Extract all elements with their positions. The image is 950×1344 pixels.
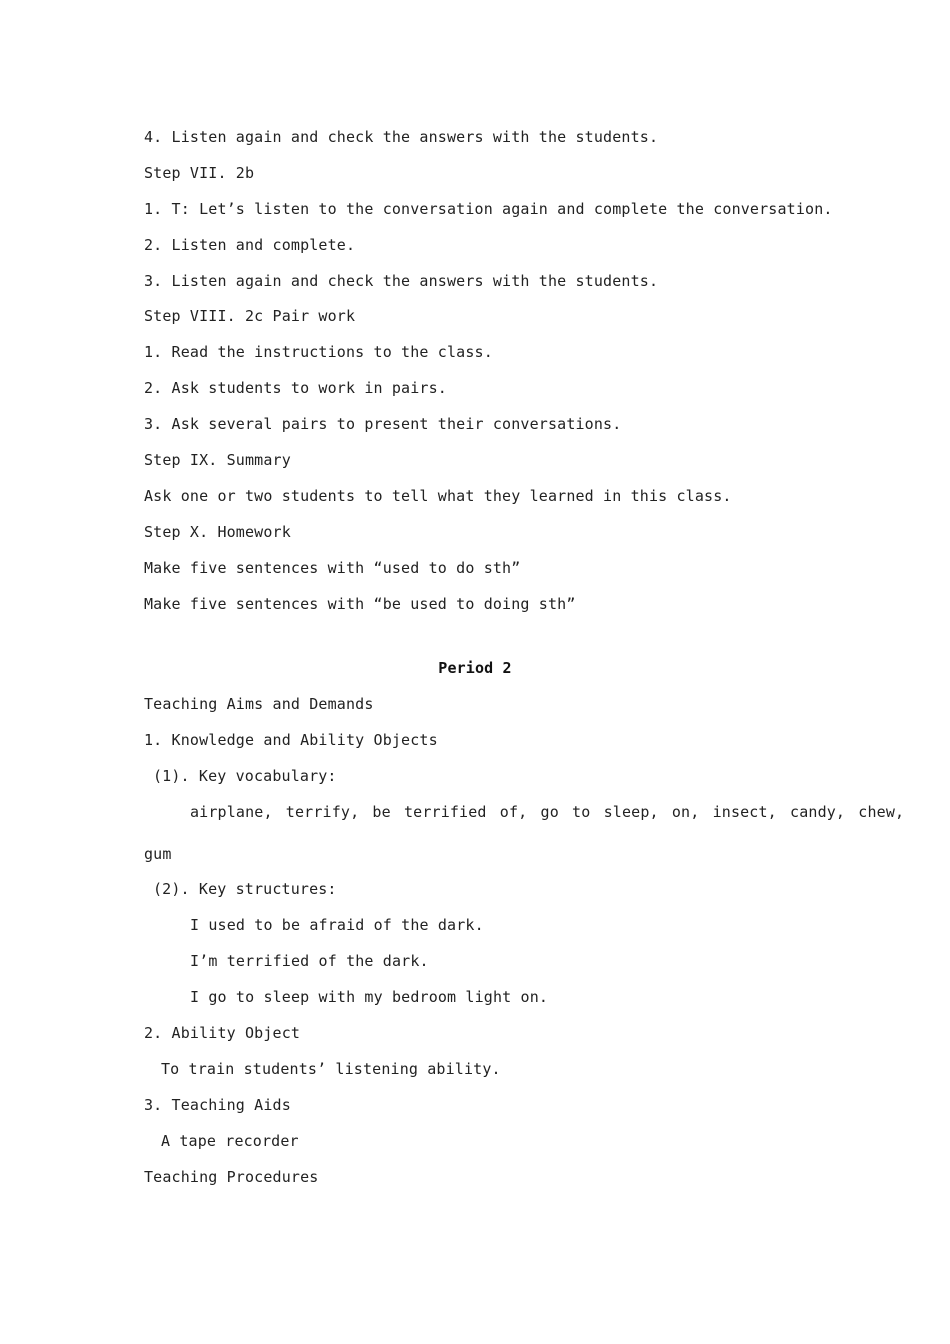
structure-2: I’m terrified of the dark. bbox=[190, 952, 429, 970]
structure-1: I used to be afraid of the dark. bbox=[190, 916, 484, 934]
step8-item-2: 2. Ask students to work in pairs. bbox=[144, 379, 447, 397]
step7-heading: Step VII. 2b bbox=[144, 164, 255, 182]
period-title: Period 2 bbox=[438, 659, 512, 677]
step10-heading: Step X. Homework bbox=[144, 523, 291, 541]
step7-item-1: 1. T: Let’s listen to the conversation again and complete the conversation. bbox=[144, 200, 833, 218]
step8-item-3: 3. Ask several pairs to present their conversations. bbox=[144, 415, 622, 433]
step9-heading: Step IX. Summary bbox=[144, 451, 291, 469]
vocab-heading: (1). Key vocabulary: bbox=[153, 767, 337, 785]
vocab-line-2: gum bbox=[144, 845, 172, 863]
structures-heading: (2). Key structures: bbox=[153, 880, 337, 898]
homework-line-1: Make five sentences with “used to do sth” bbox=[144, 559, 521, 577]
step6-item-4: 4. Listen again and check the answers with the students. bbox=[144, 128, 659, 146]
step8-heading: Step VIII. 2c Pair work bbox=[144, 307, 356, 325]
structure-3: I go to sleep with my bedroom light on. bbox=[190, 988, 549, 1006]
step7-item-2: 2. Listen and complete. bbox=[144, 236, 356, 254]
aims-heading: Teaching Aims and Demands bbox=[144, 695, 374, 713]
ability-heading: 2. Ability Object bbox=[144, 1024, 301, 1042]
step7-item-3: 3. Listen again and check the answers with the students. bbox=[144, 272, 659, 290]
objects-heading: 1. Knowledge and Ability Objects bbox=[144, 731, 438, 749]
homework-line-2: Make five sentences with “be used to doing sth” bbox=[144, 595, 576, 613]
procedures-heading: Teaching Procedures bbox=[144, 1168, 319, 1186]
aids-text: A tape recorder bbox=[161, 1132, 299, 1150]
vocab-line-1: airplane, terrify, be terrified of, go to sleep, on, insect, candy, chew, bbox=[190, 803, 905, 821]
step9-text: Ask one or two students to tell what they learned in this class. bbox=[144, 487, 732, 505]
ability-text: To train students’ listening ability. bbox=[161, 1060, 501, 1078]
step8-item-1: 1. Read the instructions to the class. bbox=[144, 343, 493, 361]
aids-heading: 3. Teaching Aids bbox=[144, 1096, 291, 1114]
